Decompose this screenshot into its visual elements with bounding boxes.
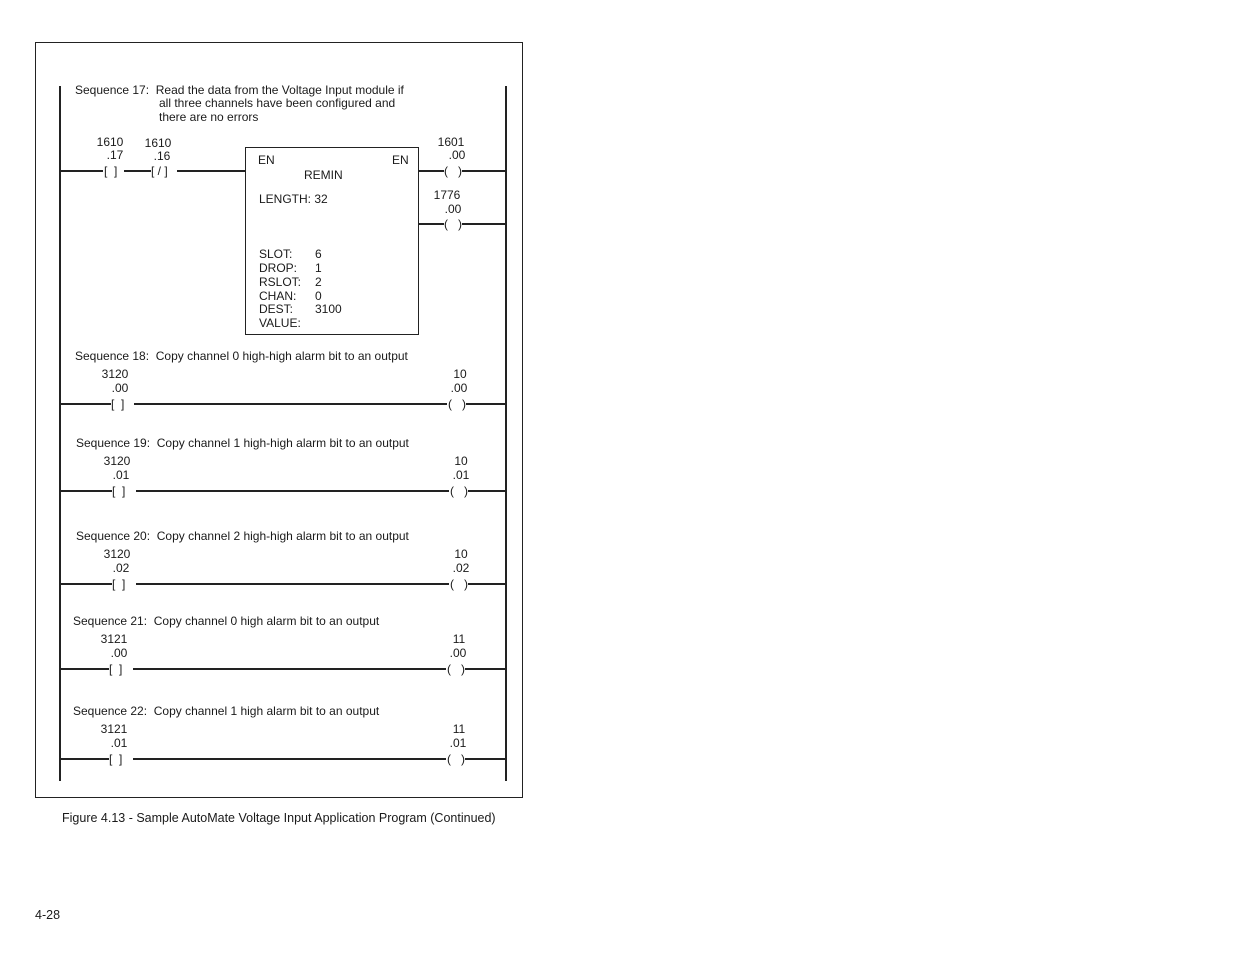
seq17-title-line3: there are no errors xyxy=(159,110,259,124)
seq21-contact-symbol: [ ] xyxy=(109,662,123,676)
seq22-wire-right xyxy=(465,758,505,760)
seq20-coil-symbol: ( ) xyxy=(450,577,468,591)
remin-param-rslot-label: RSLOT: xyxy=(259,275,302,289)
remin-param-rslot-value: 2 xyxy=(315,275,322,289)
left-power-rail xyxy=(59,86,61,781)
seq17-rung-wire-a xyxy=(61,170,103,172)
seq18-wire-left xyxy=(61,403,111,405)
remin-param-chan-value: 0 xyxy=(315,289,322,303)
seq19-title: Sequence 19: Copy channel 1 high-high alarm bit to an output xyxy=(76,436,409,450)
seq17-rung-wire-b xyxy=(124,170,151,172)
seq22-coil-address: 11 xyxy=(452,722,466,736)
remin-en-left: EN xyxy=(258,153,275,167)
seq17-contact2-symbol: [ / ] xyxy=(151,164,168,178)
seq22-title: Sequence 22: Copy channel 1 high alarm bit to an output xyxy=(73,704,380,718)
remin-en-right: EN xyxy=(392,153,409,167)
seq17-contact1-symbol: [ ] xyxy=(104,164,118,178)
seq18-contact-symbol: [ ] xyxy=(111,397,125,411)
seq18-coil-symbol: ( ) xyxy=(448,397,466,411)
seq20-coil-address: 10 xyxy=(454,547,468,561)
seq19-contact-address: 3120 xyxy=(103,454,131,468)
seq18-coil-address: 10 xyxy=(453,367,467,381)
seq17-coil1-wire-in xyxy=(419,170,444,172)
seq19-coil-bit: .01 xyxy=(452,468,470,482)
seq21-title: Sequence 21: Copy channel 0 high alarm bit to an output xyxy=(73,614,380,628)
seq20-title: Sequence 20: Copy channel 2 high-high alarm bit to an output xyxy=(76,529,409,543)
seq18-wire-mid xyxy=(134,403,447,405)
remin-param-drop-label: DROP: xyxy=(259,261,298,275)
seq20-coil-bit: .02 xyxy=(452,561,470,575)
remin-param-slot-value: 6 xyxy=(315,247,322,261)
seq17-coil1-address: 1601 xyxy=(437,135,465,149)
seq17-coil2-address: 1776 xyxy=(433,188,461,202)
seq19-wire-mid xyxy=(136,490,449,492)
seq21-wire-mid xyxy=(133,668,446,670)
seq21-contact-bit: .00 xyxy=(110,646,128,660)
seq17-coil2-wire-out xyxy=(462,223,505,225)
remin-param-value-label: VALUE: xyxy=(259,316,301,330)
seq22-contact-symbol: [ ] xyxy=(109,752,123,766)
seq22-contact-address: 3121 xyxy=(100,722,128,736)
seq17-coil1-bit: .00 xyxy=(448,148,466,162)
seq17-title-line2: all three channels have been configured and xyxy=(159,96,396,110)
seq19-wire-left xyxy=(61,490,112,492)
seq17-coil1-symbol: ( ) xyxy=(444,164,462,178)
seq22-wire-left xyxy=(61,758,109,760)
remin-param-chan-label: CHAN: xyxy=(259,289,297,303)
seq22-coil-bit: .01 xyxy=(449,736,467,750)
right-power-rail xyxy=(505,86,507,781)
seq20-contact-address: 3120 xyxy=(103,547,131,561)
page-number: 4-28 xyxy=(35,908,61,922)
remin-param-slot-label: SLOT: xyxy=(259,247,293,261)
seq21-coil-symbol: ( ) xyxy=(447,662,465,676)
seq17-coil1-wire-out xyxy=(462,170,505,172)
seq18-wire-right xyxy=(466,403,505,405)
remin-param-drop-value: 1 xyxy=(315,261,322,275)
seq19-wire-right xyxy=(468,490,505,492)
figure-caption: Figure 4.13 - Sample AutoMate Voltage Input Application Program (Continued) xyxy=(62,811,496,825)
seq21-wire-left xyxy=(61,668,109,670)
seq20-wire-left xyxy=(61,583,112,585)
seq17-title-line1: Sequence 17: Read the data from the Voltage Input module if xyxy=(75,83,404,97)
seq19-coil-symbol: ( ) xyxy=(450,484,468,498)
remin-param-dest-label: DEST: xyxy=(259,302,294,316)
seq17-coil2-wire-in xyxy=(419,223,444,225)
seq22-coil-symbol: ( ) xyxy=(447,752,465,766)
seq21-contact-address: 3121 xyxy=(100,632,128,646)
seq18-contact-bit: .00 xyxy=(111,381,129,395)
seq20-contact-symbol: [ ] xyxy=(112,577,126,591)
seq17-contact2-address: 1610 xyxy=(144,136,172,150)
seq17-contact1-address: 1610 xyxy=(96,135,124,149)
seq17-coil2-bit: .00 xyxy=(444,202,462,216)
seq20-contact-bit: .02 xyxy=(112,561,130,575)
seq19-contact-symbol: [ ] xyxy=(112,484,126,498)
seq17-contact2-bit: .16 xyxy=(153,149,171,163)
seq19-contact-bit: .01 xyxy=(112,468,130,482)
remin-param-dest-value: 3100 xyxy=(315,302,342,316)
seq22-wire-mid xyxy=(133,758,446,760)
seq20-wire-mid xyxy=(136,583,449,585)
seq18-contact-address: 3120 xyxy=(101,367,129,381)
remin-length: LENGTH: 32 xyxy=(259,192,328,206)
seq21-wire-right xyxy=(465,668,505,670)
remin-block-name: REMIN xyxy=(304,168,343,182)
seq17-coil2-symbol: ( ) xyxy=(444,217,462,231)
seq20-wire-right xyxy=(468,583,505,585)
seq17-contact1-bit: .17 xyxy=(106,148,124,162)
seq17-rung-wire-c xyxy=(177,170,245,172)
seq19-coil-address: 10 xyxy=(454,454,468,468)
seq18-coil-bit: .00 xyxy=(450,381,468,395)
seq21-coil-bit: .00 xyxy=(449,646,467,660)
seq22-contact-bit: .01 xyxy=(110,736,128,750)
seq18-title: Sequence 18: Copy channel 0 high-high alarm bit to an output xyxy=(75,349,408,363)
seq21-coil-address: 11 xyxy=(452,632,466,646)
